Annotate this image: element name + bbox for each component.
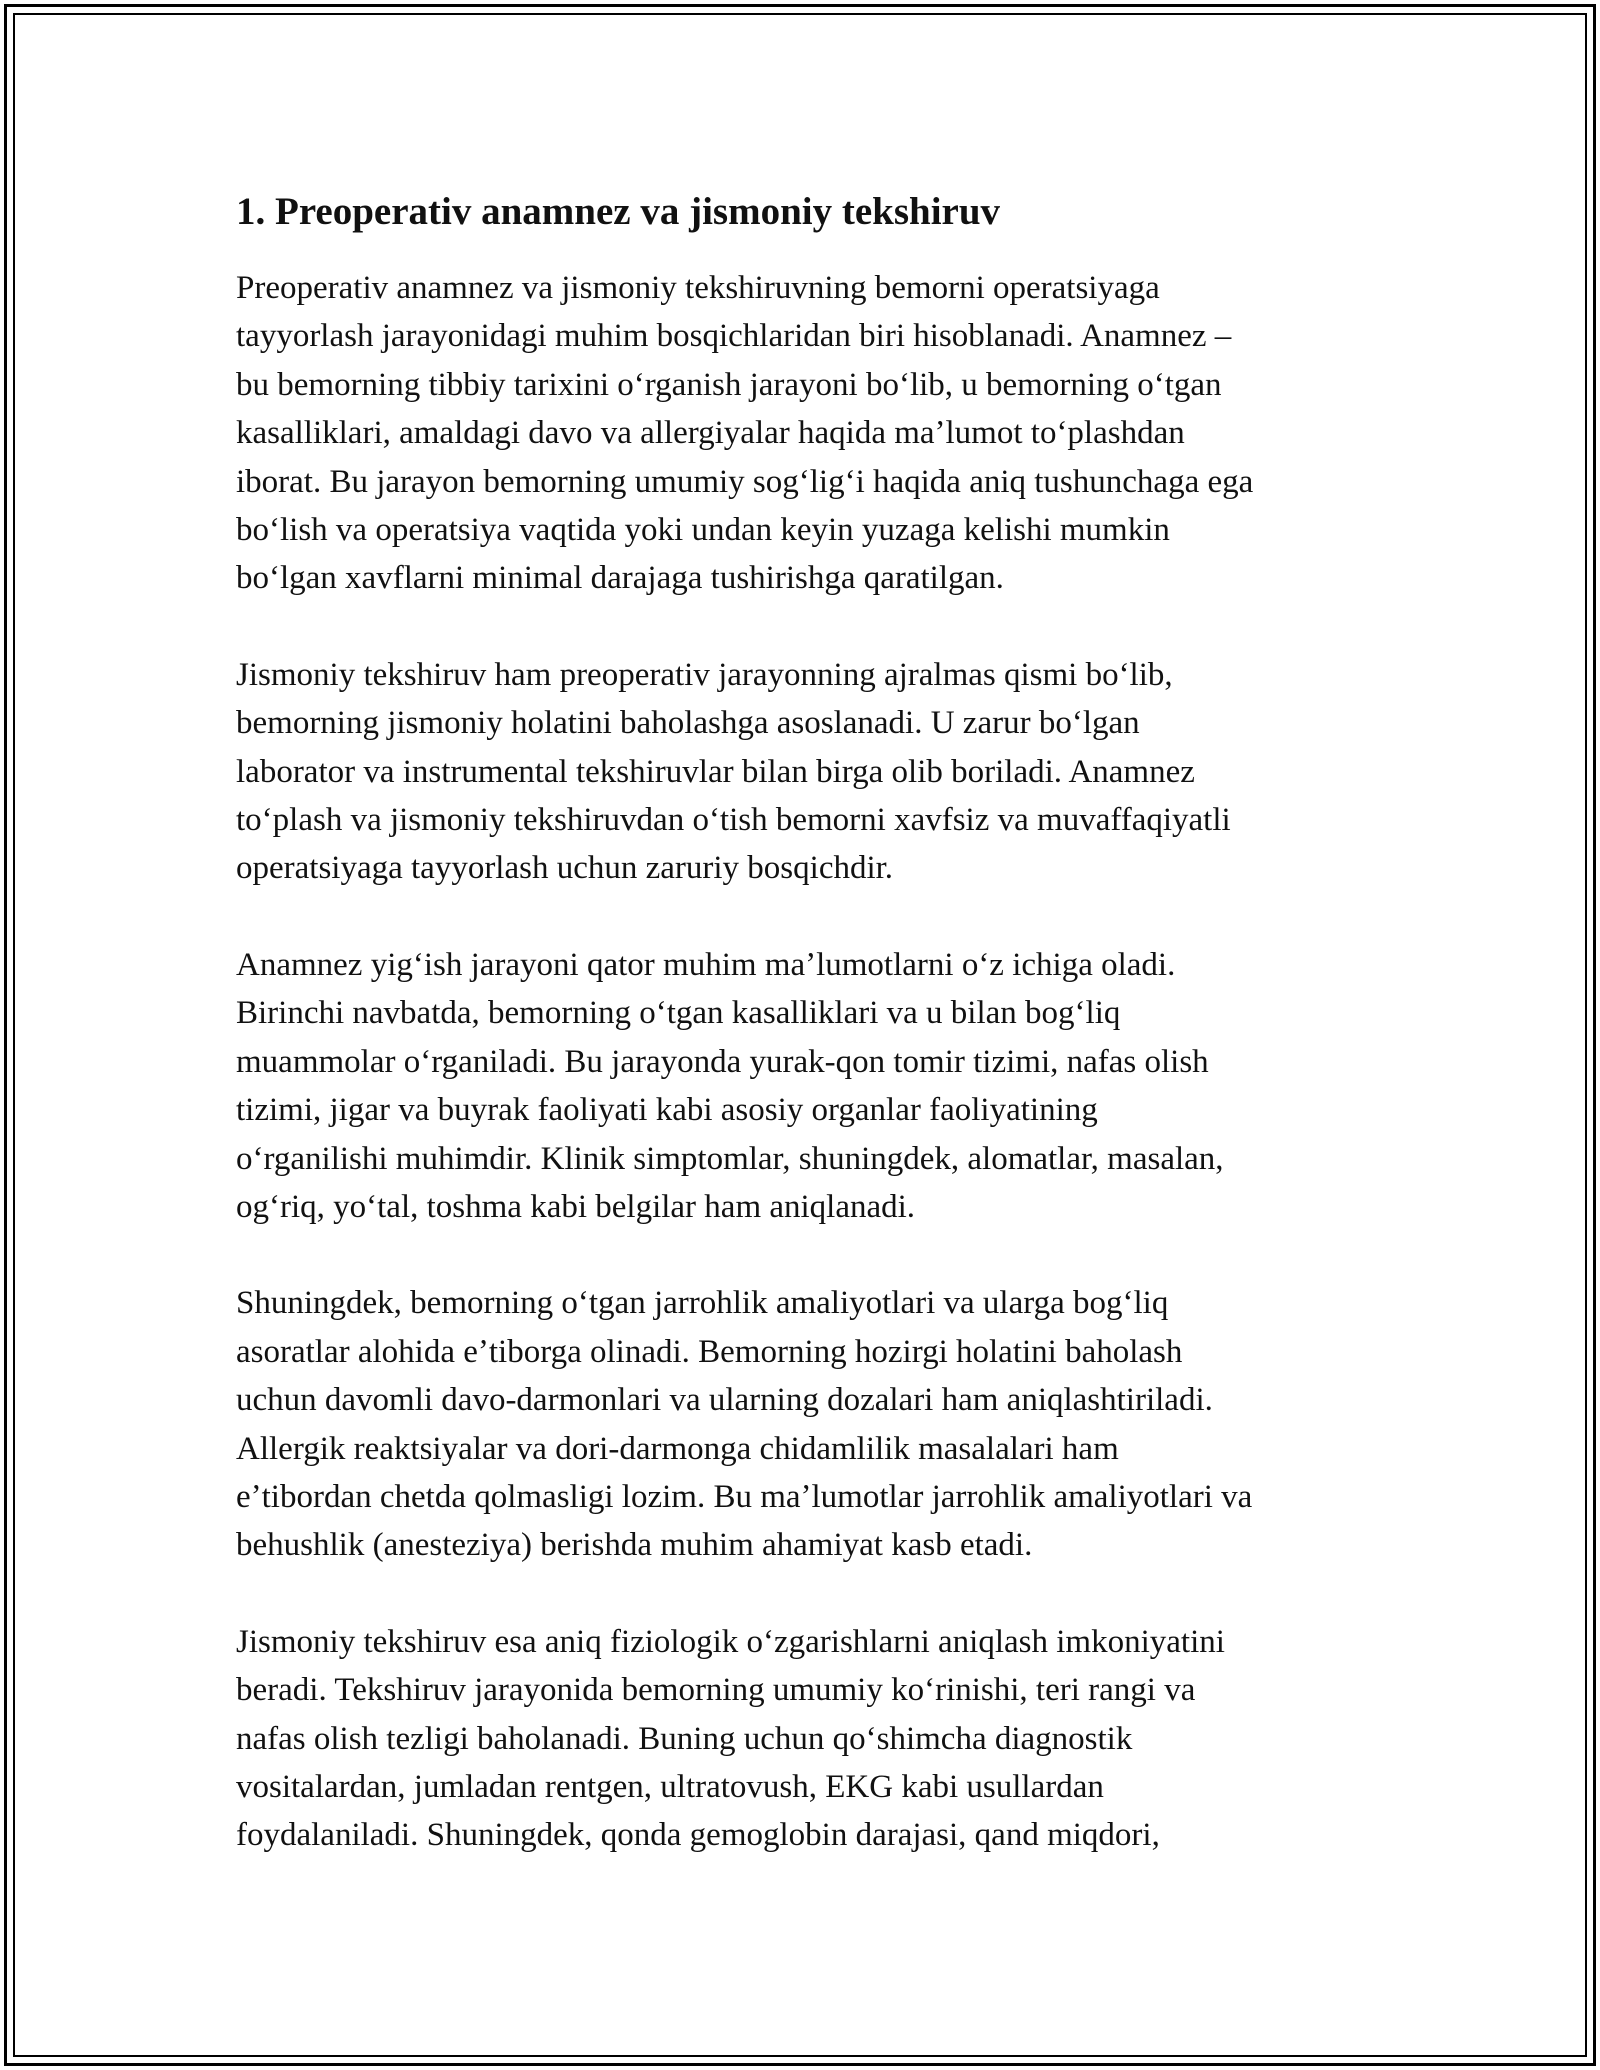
paragraph-2: Jismoniy tekshiruv ham preoperativ jarayonning ajralmas qismi boʻlib, bemorning jismoniy holatini baholashga asoslanadi. U zarur boʻlgan laborator va instrumental tekshiruvlar bilan birga olib boriladi. Anamnez toʻplash va jismoniy tekshiruvdan oʻtish bemorni xavfsiz va muvaffaqiyatli operatsiyaga tayyorlash uchun zaruriy bosqichdir. [236,656,1231,887]
paragraph-1: Preoperativ anamnez va jismoniy tekshiruvning bemorni operatsiyaga tayyorlash jarayonidagi muhim bosqichlaridan biri hisoblanadi. Anamnez – bu bemorning tibbiy tarixini oʻrganish jarayoni boʻlib, u bemorning oʻtgan kasalliklari, amaldagi davo va allergiyalar haqida maʼlumot toʻplashdan iborat. Bu jarayon bemorning umumiy sogʻligʻi haqida aniq tushunchaga ega boʻlish va operatsiya vaqtida yoki undan keyin yuzaga kelishi mumkin boʻlgan xavflarni minimal darajaga tushirishga qaratilgan. [236,270,1254,597]
section-heading: 1. Preoperativ anamnez va jismoniy tekshiruv [236,190,1001,233]
paragraph-4: Shuningdek, bemorning oʻtgan jarrohlik amaliyotlari va ularga bogʻliq asoratlar alohida eʼtiborga olinadi. Bemorning hozirgi holatini baholash uchun davomli davo-darmonlari va ularning dozalari ham aniqlashtiriladi. Allergik reaktsiyalar va dori-darmonga chidamlilik masalalari ham eʼtibordan chetda qolmasligi lozim. Bu maʼlumotlar jarrohlik amaliyotlari va behushlik (anesteziya) berishda muhim ahamiyat kasb etadi. [236,1285,1253,1564]
paragraph-3: Anamnez yigʻish jarayoni qator muhim maʼlumotlarni oʻz ichiga oladi. Birinchi navbatda, bemorning oʻtgan kasalliklari va u bilan bogʻliq muammolar oʻrganiladi. Bu jarayonda yurak-qon tomir tizimi, nafas olish tizimi, jigar va buyrak faoliyati kabi asosiy organlar faoliyatining oʻrganilishi muhimdir. Klinik simptomlar, shuningdek, alomatlar, masalan, ogʻriq, yoʻtal, toshma kabi belgilar ham aniqlanadi. [236,946,1224,1225]
document-body [236,186,1396,1908]
paragraph-5: Jismoniy tekshiruv esa aniq fiziologik oʻzgarishlarni aniqlash imkoniyatini beradi. Tekshiruv jarayonida bemorning umumiy koʻrinishi, teri rangi va nafas olish tezligi baholanadi. Buning uchun qoʻshimcha diagnostik vositalardan, jumladan rentgen, ultratovush, EKG kabi usullardan foydalaniladi. Shuningdek, qonda gemoglobin darajasi, qand miqdori, [236,1623,1225,1854]
